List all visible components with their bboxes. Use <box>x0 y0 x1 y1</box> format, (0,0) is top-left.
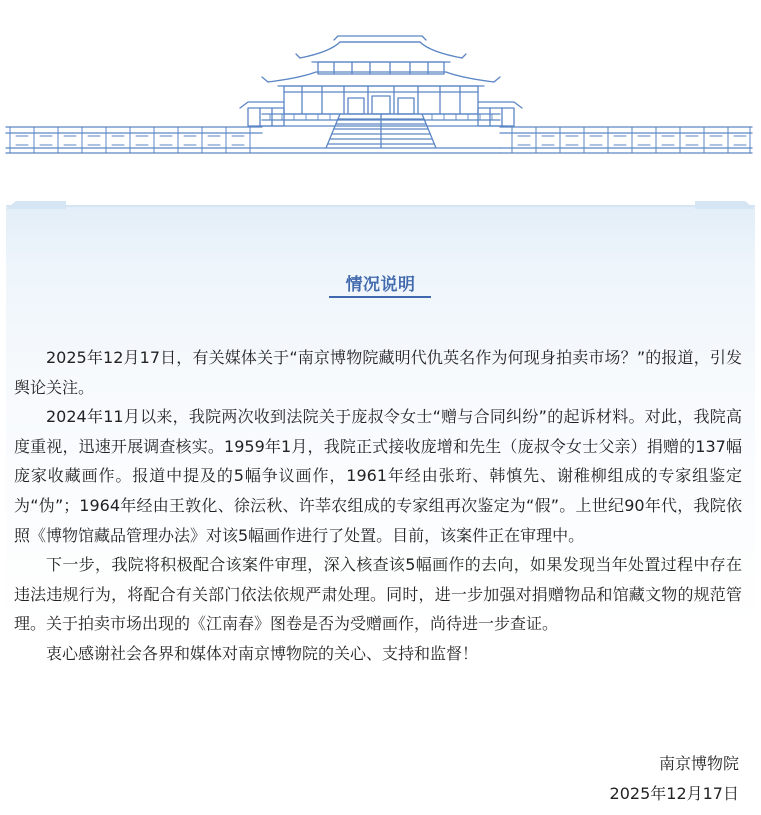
paragraph-lawsuit-background: 2024年11月以来，我院两次收到法院关于庞叔令女士“赠与合同纠纷”的起诉材料。对此，我院高度重视，迅速开展调查核实。1959年1月，我院正式接收庞增和先生（庞叔令女士父亲）捐赠的137幅庞家收藏画作。报道中提及的5幅争议画作，1961年经由张珩、韩慎先、谢稚柳组成的专家组鉴定为“伪”；1964年经由王敦化、徐沄秋、许莘农组成的专家组再次鉴定为“假”。上世纪90年代，我院依照《博物馆藏品管理办法》对该5幅画作进行了处置。目前，该案件正在审理中。 <box>14 407 742 545</box>
card-corner-right-decoration <box>695 201 755 209</box>
paragraph-thanks: 衷心感谢社会各界和媒体对南京博物院的关心、支持和监督！ <box>46 643 479 663</box>
signature-date: 2025年12月17日 <box>609 784 739 803</box>
museum-building-illustration <box>0 0 761 200</box>
signature-block <box>610 749 739 809</box>
statement-body <box>14 343 742 669</box>
statement-card <box>6 205 755 815</box>
paragraph-next-steps: 下一步，我院将积极配合该案件审理，深入核查该5幅画作的去向，如果发现当年处置过程中存在违法违规行为，将配合有关部门依法依规严肃处理。同时，进一步加强对捐赠物品和馆藏文物的规范管理。关于拍卖市场出现的《江南春》图卷是否为受赠画作，尚待进一步查证。 <box>14 555 742 634</box>
statement-title: 情况说明 <box>345 275 416 295</box>
title-underline <box>329 296 431 298</box>
paragraph-media-report: 2025年12月17日，有关媒体关于“南京博物院藏明代仇英名作为何现身拍卖市场？”的报道，引发舆论关注。 <box>14 348 742 397</box>
card-corner-left-decoration <box>6 201 66 209</box>
signature-org: 南京博物院 <box>658 754 739 773</box>
